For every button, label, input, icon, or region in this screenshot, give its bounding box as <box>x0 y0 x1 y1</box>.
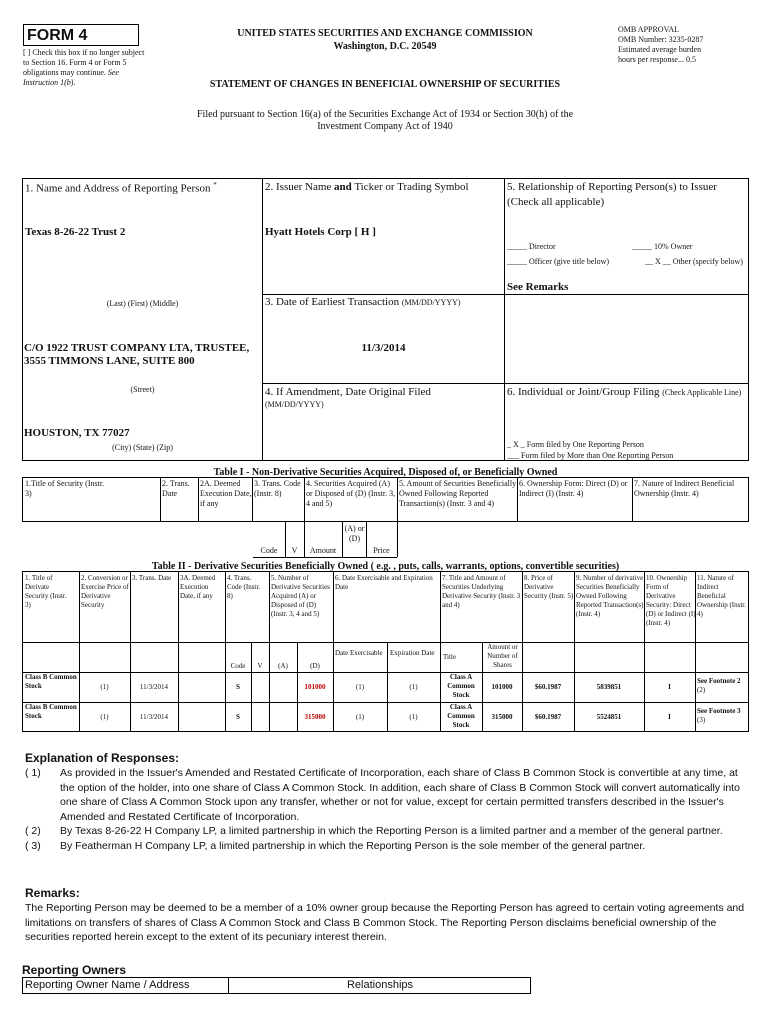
omb-approval <box>618 25 758 65</box>
section1-label: 1. Name and Address of Reporting Person * <box>25 181 217 195</box>
reporting-info-grid <box>22 178 749 461</box>
t2-h2: 2. Conversion or Exercise Price of Derivative Security <box>81 574 129 609</box>
t1-sub-v: V <box>291 546 298 555</box>
earliest-transaction-date: 11/3/2014 <box>361 342 406 354</box>
remarks-title: Remarks: <box>25 886 80 900</box>
owners-title: Reporting Owners <box>22 963 127 977</box>
t2-r2-date: 11/3/2014 <box>139 713 169 721</box>
section6-label: 6. Individual or Joint/Group Filing (Check Applicable Line) <box>507 386 742 398</box>
t2-h6: 5. Number of Derivative Securities Acquired (A) or Disposed of (D) (Instr. 3, 4 and 5) <box>271 574 330 618</box>
see-remarks: See Remarks <box>507 281 569 293</box>
section3-label: 3. Date of Earliest Transaction (MM/DD/YYYY) <box>265 296 461 308</box>
t2-sub-code: Code <box>230 662 246 670</box>
t2-h7: 6. Date Exercisable and Expiration Date <box>335 574 433 591</box>
t1-h6: 5. Amount of Securities Beneficially Owned Following Reported Transaction(s) (Instr. 3 and 4) <box>399 479 517 508</box>
t2-r1-shares: 101000 <box>491 683 513 691</box>
section2-label: 2. Issuer Name and Ticker or Trading Symbol <box>265 181 469 193</box>
relationship-other[interactable]: __ X __ Other (specify below) <box>645 257 743 266</box>
omb-line: OMB APPROVAL <box>618 25 679 34</box>
agency-name: UNITED STATES SECURITIES AND EXCHANGE COMMISSION <box>237 28 533 39</box>
relationship-director[interactable]: _____ Director <box>507 242 556 251</box>
street-caption: (Street) <box>130 385 155 394</box>
table2-title: Table II - Derivative Securities Beneficially Owned ( e.g. , puts, calls, warrants, options, convertible securities) <box>151 561 620 572</box>
t1-h8: 7. Nature of Indirect Beneficial Ownership (Instr. 4) <box>634 479 735 498</box>
explanation-item: ( 2) By Texas 8-26-22 H Company LP, a limited partnership in which the Reporting Person is a limited partner and a member of the general partner. <box>25 825 723 837</box>
t2-r2-security: Class B Common Stock <box>25 703 77 720</box>
city-caption: (City) (State) (Zip) <box>112 443 173 452</box>
t1-h5: 4. Securities Acquired (A) or Disposed of (D) (Instr. 3, 4 and 5) <box>306 479 396 508</box>
t1-sub-aord: (A) or (D) <box>344 524 365 543</box>
t2-r1-code: S <box>236 683 240 691</box>
t2-r2-nature: See Footnote 3 (3) <box>697 707 741 724</box>
explanation-title: Explanation of Responses: <box>25 751 180 765</box>
omb-line: hours per response... 0.5 <box>618 55 696 64</box>
t1-sub-price: Price <box>373 546 390 555</box>
t2-h5: 4. Trans. Code (Instr. 8) <box>227 574 261 600</box>
t2-r1-date: 11/3/2014 <box>139 683 169 691</box>
t2-h11: 10. Ownership Form of Derivative Security: Direct (D) or Indirect (I) (Instr. 4) <box>646 574 696 627</box>
t1-sub-amount: Amount <box>309 546 337 555</box>
relationship-ten-pct[interactable]: _____ 10% Owner <box>632 242 693 251</box>
t2-sub-d: (D) <box>310 662 320 670</box>
t1-h7: 6. Ownership Form: Direct (D) or Indirect (I) (Instr. 4) <box>519 479 628 498</box>
t2-r1-exp: (1) <box>409 683 418 691</box>
t2-sub-exp: Expiration Date <box>390 649 435 657</box>
t2-r2-exp: (1) <box>409 713 418 721</box>
omb-line: OMB Number: 3235-0287 <box>618 35 704 44</box>
t2-r1-conv: (1) <box>100 683 109 691</box>
t2-h10: 9. Number of derivative Securities Beneficially Owned Following Reported Transaction(s) (Instr. 4) <box>576 574 644 618</box>
relationship-officer[interactable]: _____ Officer (give title below) <box>507 257 610 266</box>
name-caption: (Last) (First) (Middle) <box>106 299 179 308</box>
t2-r1-price: $60.1987 <box>534 683 562 691</box>
t2-r1-title: Class A Common Stock <box>447 673 475 699</box>
t1-h2: 2. Trans. Date <box>162 479 190 498</box>
t1-sub-code: Code <box>260 546 278 555</box>
t2-h9: 8. Price of Derivative Security (Instr. 5) <box>524 574 574 600</box>
t1-h1: 1.Title of Security (Instr. 3) <box>25 479 105 498</box>
reporting-person-city: HOUSTON, TX 77027 <box>24 427 130 439</box>
t2-sub-v: V <box>257 662 263 670</box>
filed-by-one[interactable]: _ X _ Form filed by One Reporting Person <box>507 440 644 449</box>
filed-by-more[interactable]: ___ Form filed by More than One Reporting Person <box>507 451 674 460</box>
t2-h4: 3A. Deemed Execution Date, if any <box>180 574 216 600</box>
t2-r2-title: Class A Common Stock <box>447 703 475 729</box>
explanation-item: ( 1) As provided in the Issuer's Amended and Restated Certificate of Incorporation, each share of Class B Common Stock is convertible at any time, at the option of the holder, into one share of Class A Common Stock. In addition, each share of Class B Common Stock will convert automatically into one share of Class A Common Stock upon any transfer, whether or not for value, except for certain permitted transfers described in the Issuer's Amended and Restated Certificate of Incorporation. <box>25 767 740 823</box>
t2-r1-form: I <box>668 683 671 691</box>
explanation-list <box>25 766 750 853</box>
t2-sub-a: (A) <box>278 662 288 670</box>
t2-h1: 1. Title of Derivate Security (Instr. 3) <box>25 574 67 609</box>
t2-r2-code: S <box>236 713 240 721</box>
agency-location: Washington, D.C. 20549 <box>333 41 437 52</box>
t2-r1-ex: (1) <box>355 683 365 691</box>
t2-sub-date-ex: Date Exercisable <box>335 649 383 657</box>
t1-h4: 3. Trans. Code (Instr. 8) <box>254 479 301 498</box>
t2-r2-price: $60.1987 <box>534 713 562 721</box>
t2-r2-shares: 315000 <box>491 713 513 721</box>
t2-r1-owned: 5839851 <box>596 683 622 691</box>
table1-title: Table I - Non-Derivative Securities Acquired, Disposed of, or Beneficially Owned <box>213 467 558 478</box>
statement-title: STATEMENT OF CHANGES IN BENEFICIAL OWNERSHIP OF SECURITIES <box>209 79 561 90</box>
section4-format: (MM/DD/YYYY) <box>265 400 324 409</box>
t2-r2-form: I <box>668 713 671 721</box>
t2-sub-title: Title <box>443 653 456 661</box>
t2-r2-ex: (1) <box>355 713 365 721</box>
owners-col-relationships: Relationships <box>346 979 414 991</box>
asterisk: * <box>213 181 217 189</box>
remarks-text: The Reporting Person may be deemed to be a member of a 10% owner group because the Reporting Person has agreed to certain voting agreements and limitations on transfers of shares of Class A Common Stock and Class B Common Stock. The Reporting Person disclaims beneficial ownership of the securities reported herein except to the extent of its pecuniary interest therein. <box>25 902 745 943</box>
form-title: FORM 4 <box>27 27 88 44</box>
section5-label: 5. Relationship of Reporting Person(s) to Issuer (Check all applicable) <box>507 181 717 208</box>
checkbox-note[interactable]: [ ] Check this box if no longer subject to Section 16. Form 4 or Form 5 obligations may continue. See Instruction 1(b). <box>23 48 145 87</box>
t1-h3: 2A. Deemed Execution Date, if any <box>200 479 252 508</box>
reporting-person-name: Texas 8-26-22 Trust 2 <box>25 226 126 238</box>
t2-r1-d: 101000 <box>304 683 326 691</box>
see-instruction: See Instruction 1(b). <box>23 68 119 87</box>
t2-r1-security: Class B Common Stock <box>25 673 77 690</box>
t2-r2-owned: 5524851 <box>596 713 622 721</box>
reporting-person-address: C/O 1922 TRUST COMPANY LTA, TRUSTEE, 3555 TIMMONS LANE, SUITE 800 <box>24 342 250 367</box>
owners-col-name: Reporting Owner Name / Address <box>25 979 190 991</box>
t2-h3: 3. Trans. Date <box>132 574 172 582</box>
t2-h12: 11. Nature of Indirect Beneficial Ownership (Instr. 4) <box>697 574 746 618</box>
omb-line: Estimated average burden <box>618 45 702 54</box>
t2-r2-d: 315000 <box>304 713 326 721</box>
t2-r2-conv: (1) <box>100 713 109 721</box>
explanation-item: ( 3) By Featherman H Company LP, a limited partnership in which the Reporting Person is the sole member of the general partner. <box>25 839 646 852</box>
filed-pursuant: Filed pursuant to Section 16(a) of the Securities Exchange Act of 1934 or Section 30(h) of the Investment Company Act of 1940 <box>196 109 574 132</box>
t2-r1-nature: See Footnote 2 (2) <box>697 677 741 694</box>
t2-h8: 7. Title and Amount of Securities Underlying Derivative Security (Instr. 3 and 4) <box>442 574 521 609</box>
section4-label: 4. If Amendment, Date Original Filed <box>265 386 431 398</box>
t2-sub-amount: Amount or Number of Shares <box>487 643 518 669</box>
issuer-name: Hyatt Hotels Corp [ H ] <box>265 226 376 238</box>
form-title-box <box>23 24 139 46</box>
